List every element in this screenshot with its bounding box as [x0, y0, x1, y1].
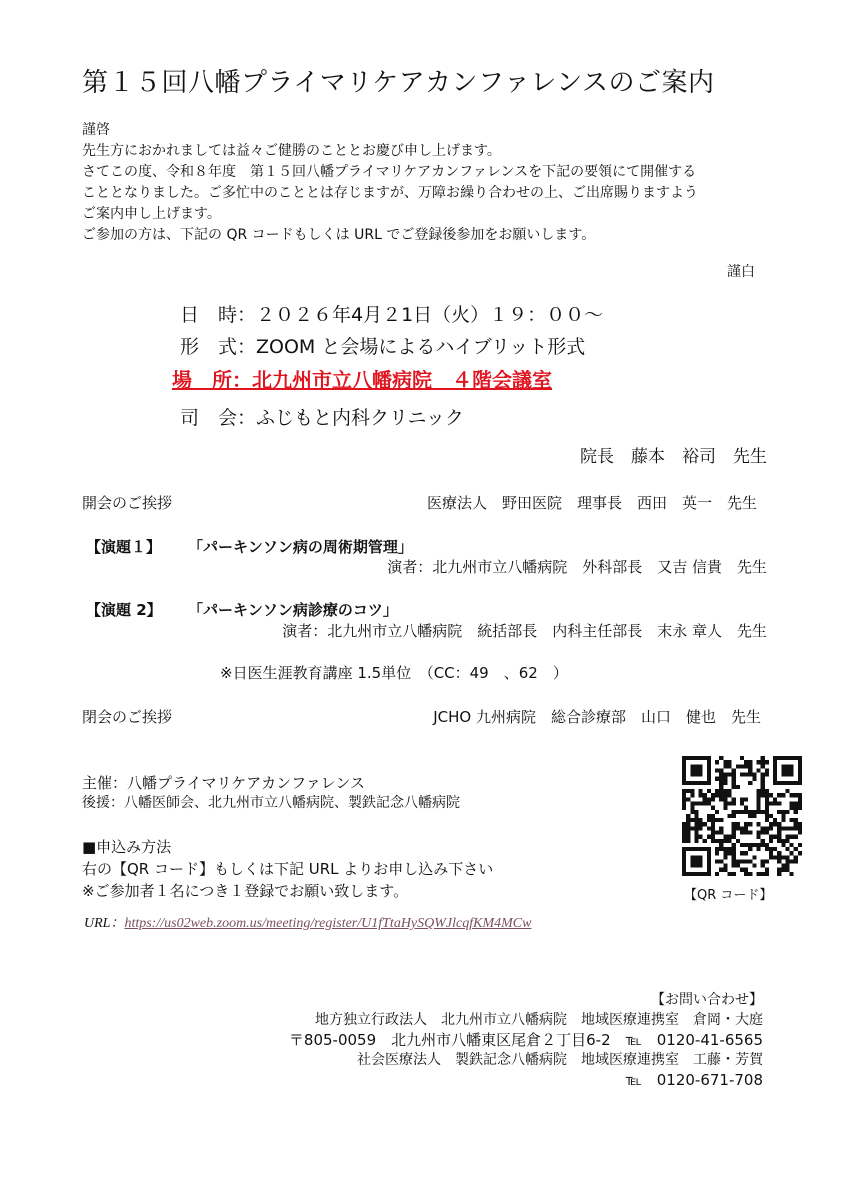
- greeting-open: 謹啓: [82, 122, 110, 138]
- closing-label: 閉会のご挨拶: [82, 708, 173, 726]
- opening-label: 開会のご挨拶: [82, 494, 173, 512]
- body-line: ご参加の方は、下記の QR コードもしくは URL でご登録後参加をお願いします。: [82, 227, 596, 243]
- qr-caption: 【QR コード】: [684, 888, 773, 903]
- closing-speaker: JCHO 九州病院 総合診療部 山口 健也 先生: [433, 708, 761, 726]
- body-line: 先生方におかれましては益々ご健勝のこととお慶び申し上げます。: [82, 143, 501, 159]
- opening-speaker: 医療法人 野田医院 理事長 西田 英一 先生: [426, 494, 757, 512]
- event-format: 形 式：ZOOM と会場によるハイブリット形式: [180, 336, 586, 358]
- body-line: ご案内申し上げます。: [82, 206, 221, 222]
- greeting-close: 謹白: [727, 264, 755, 280]
- contact-line: 地方独立行政法人 北九州市立八幡病院 地域医療連携室 倉岡・大庭: [315, 1012, 763, 1028]
- topic2-title: 「パーキンソン病診療のコツ」: [188, 601, 398, 619]
- event-venue: 場 所：北九州市立八幡病院 ４階会議室: [172, 368, 552, 392]
- contact-line: 〒805-0059 北九州市八幡東区尾倉２丁目6-2 ℡ 0120-41-6565: [288, 1031, 763, 1049]
- topic1-label: 【演題１】: [86, 538, 162, 556]
- topic2-speaker: 演者：北九州市立八幡病院 統括部長 内科主任部長 末永 章人 先生: [282, 622, 767, 640]
- support: 後援：八幡医師会、北九州市立八幡病院、製鉄記念八幡病院: [82, 795, 460, 811]
- registration-link[interactable]: https://us02web.zoom.us/meeting/register/U1fTtaHySQWJlcqfKM4MCw: [124, 916, 532, 931]
- apply-heading: ■申込み方法: [82, 838, 172, 856]
- topic1-title: 「パーキンソン病の周術期管理」: [188, 538, 413, 556]
- credit-note: ※日医生涯教育講座 1.5単位 （CC：49 、62 ）: [220, 664, 568, 682]
- apply-line: 右の【QR コード】もしくは下記 URL よりお申し込み下さい: [82, 860, 494, 878]
- moderator-name: 院長 藤本 裕司 先生: [580, 447, 767, 467]
- contact-line: ℡ 0120-671-708: [625, 1071, 763, 1089]
- contact-heading: 【お問い合わせ】: [651, 992, 763, 1008]
- qr-code[interactable]: [682, 756, 802, 876]
- body-line: こととなりました。ご多忙中のこととは存じますが、万障お繰り合わせの上、ご出席賜りますよう: [82, 185, 698, 201]
- page-title: 第１５回八幡プライマリケアカンファレンスのご案内: [82, 68, 715, 98]
- topic2-label: 【演題 2】: [86, 601, 162, 619]
- url-line: [84, 912, 531, 932]
- organizer: 主催：八幡プライマリケアカンファレンス: [82, 774, 365, 792]
- body-line: さてこの度、令和８年度 第１５回八幡プライマリケアカンファレンスを下記の要領にて開催する: [82, 164, 697, 180]
- topic1-speaker: 演者：北九州市立八幡病院 外科部長 又吉 信貴 先生: [387, 558, 767, 576]
- url-label: URL：: [84, 916, 125, 931]
- apply-line: ※ご参加者１名につき１登録でお願い致します。: [82, 882, 409, 900]
- event-moderator: 司 会：ふじもと内科クリニック: [180, 407, 464, 429]
- event-datetime: 日 時：２０２６年4月２1日（火）１９：００～: [180, 304, 604, 326]
- contact-line: 社会医療法人 製鉄記念八幡病院 地域医療連携室 工藤・芳賀: [357, 1052, 763, 1068]
